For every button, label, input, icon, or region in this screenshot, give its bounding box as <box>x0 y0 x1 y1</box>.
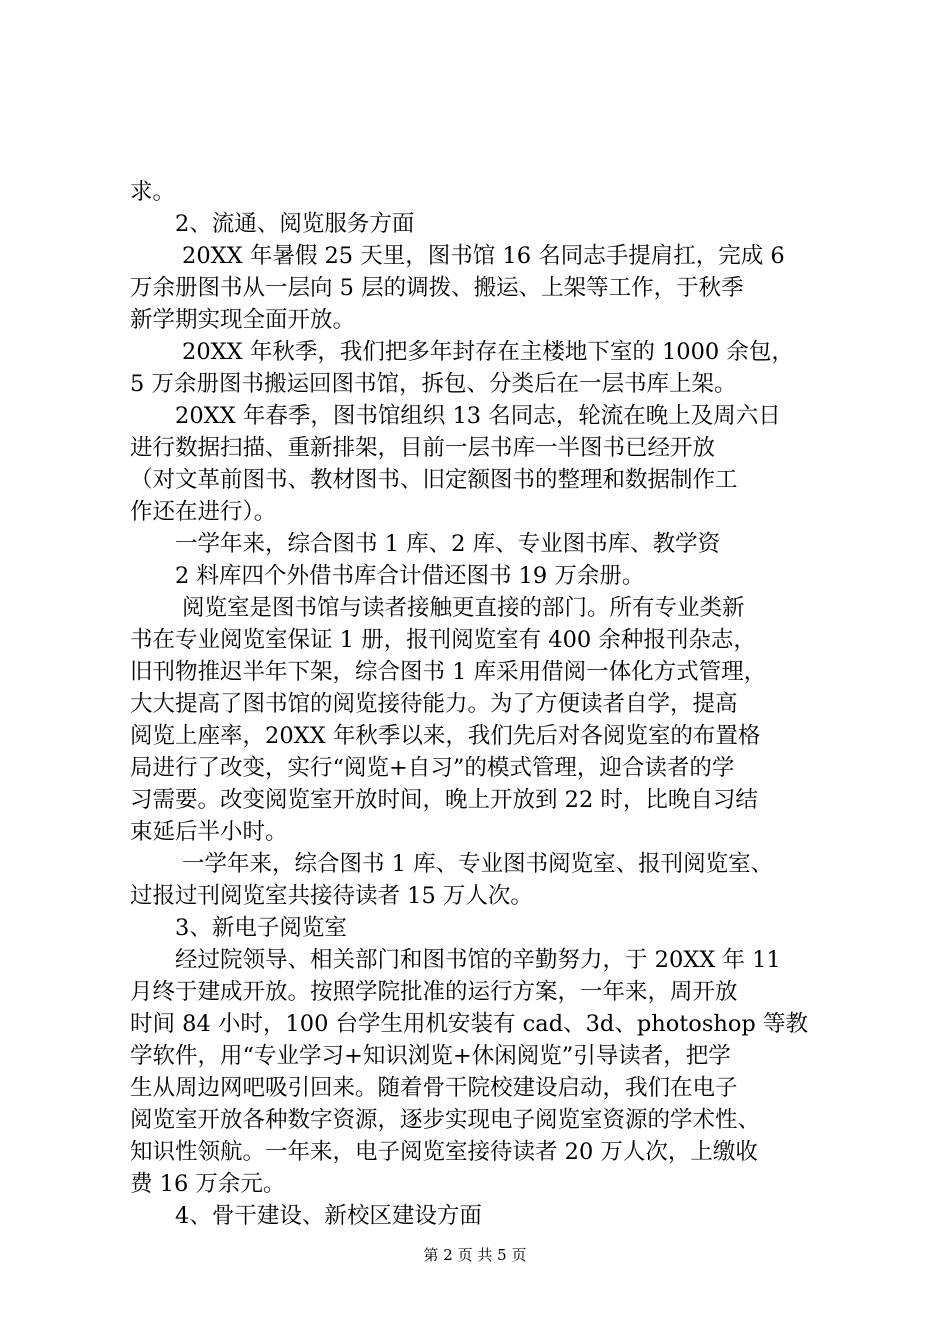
body-text-line: （对文革前图书、教材图书、旧定额图书的整理和数据制作工 <box>130 467 738 493</box>
section-heading: 4、骨干建设、新校区建设方面 <box>175 1203 482 1229</box>
body-text-line: 书在专业阅览室保证 1 册，报刊阅览室有 400 余种报刊杂志， <box>130 627 756 653</box>
body-text-line: 求。 <box>130 179 176 205</box>
body-text-line: 万余册图书从一层向 5 层的调拨、搬运、上架等工作，于秋季 <box>130 275 744 301</box>
body-text-line: 旧刊物推迟半年下架，综合图书 1 库采用借阅一体化方式管理， <box>130 659 767 685</box>
body-text-line: 费 16 万余元。 <box>130 1171 286 1197</box>
paragraph-first-line: 一学年来，综合图书 1 库、2 库、专业图书库、教学资 <box>175 531 721 557</box>
body-text-line: 生从周边网吧吸引回来。随着骨干院校建设启动，我们在电子 <box>130 1075 738 1101</box>
body-text-line: 时间 84 小时，100 台学生用机安装有 cad、3d、photoshop 等教 <box>130 1011 808 1037</box>
body-text-line: 阅览上座率，20XX 年秋季以来，我们先后对各阅览室的布置格 <box>130 723 761 749</box>
body-text-line: 阅览室开放各种数字资源，逐步实现电子阅览室资源的学术性、 <box>130 1107 761 1133</box>
body-text-line: 习需要。改变阅览室开放时间，晚上开放到 22 时，比晚自习结 <box>130 787 758 813</box>
body-text-line: 5 万余册图书搬运回图书馆，拆包、分类后在一层书库上架。 <box>130 371 737 397</box>
paragraph-first-line: 20XX 年暑假 25 天里，图书馆 16 名同志手提肩扛，完成 6 <box>182 243 785 269</box>
section-heading: 2、流通、阅览服务方面 <box>175 211 415 237</box>
body-text-line: 进行数据扫描、重新排架，目前一层书库一半图书已经开放 <box>130 435 716 461</box>
paragraph-first-line: 一学年来，综合图书 1 库、专业图书阅览室、报刊阅览室、 <box>182 851 774 877</box>
body-text-line: 月终于建成开放。按照学院批准的运行方案，一年来，周开放 <box>130 979 738 1005</box>
paragraph-first-line: 经过院领导、相关部门和图书馆的辛勤努力，于 20XX 年 11 <box>175 947 781 973</box>
body-text-line: 知识性领航。一年来，电子阅览室接待读者 20 万人次，上缴收 <box>130 1139 758 1165</box>
body-text-line: 过报过刊阅览室共接待读者 15 万人次。 <box>130 883 533 909</box>
body-text-line: 新学期实现全面开放。 <box>130 307 356 333</box>
body-text-line: 学软件，用“专业学习+知识浏览+休闲阅览”引导读者，把学 <box>130 1043 731 1069</box>
body-text-line: 局进行了改变，实行“阅览+自习”的模式管理，迎合读者的学 <box>130 755 735 781</box>
paragraph-first-line: 阅览室是图书馆与读者接触更直接的部门。所有专业类新 <box>182 595 745 621</box>
body-text-line: 束延后半小时。 <box>130 819 288 845</box>
body-text-line: 2 料库四个外借书库合计借还图书 19 万余册。 <box>175 563 645 589</box>
paragraph-first-line: 20XX 年秋季，我们把多年封存在主楼地下室的 1000 余包， <box>182 339 794 365</box>
section-heading: 3、新电子阅览室 <box>175 915 347 941</box>
page-number-footer: 第 2 页 共 5 页 <box>423 1246 527 1264</box>
paragraph-first-line: 20XX 年春季，图书馆组织 13 名同志，轮流在晚上及周六日 <box>175 403 781 429</box>
body-text-line: 作还在进行）。 <box>130 499 277 525</box>
body-text-line: 大大提高了图书馆的阅览接待能力。为了方便读者自学，提高 <box>130 691 738 717</box>
